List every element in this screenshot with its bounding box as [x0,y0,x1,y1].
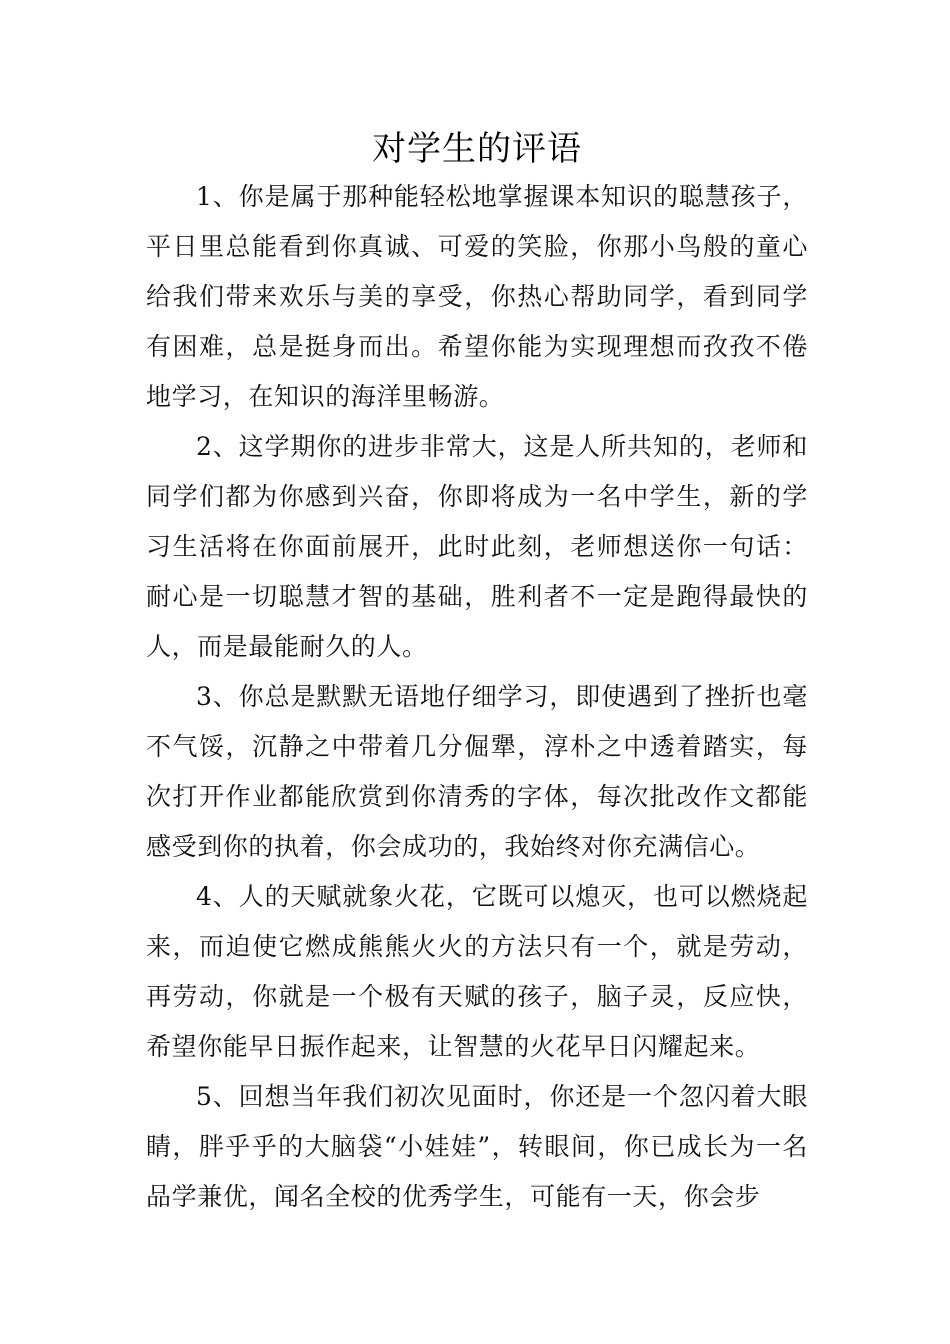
document-page [146,126,808,1222]
comment-paragraph-4: 4、人的天赋就象火花，它既可以熄灭，也可以燃烧起来，而迫使它燃成熊熊火火的方法只有一个，就是劳动，再劳动，你就是一个极有天赋的孩子，脑子灵，反应快，希望你能早日振作起来，让智慧的火花早日闪耀起来。 [146,882,808,1061]
comment-paragraph-5: 5、回想当年我们初次见面时，你还是一个忽闪着大眼睛，胖乎乎的大脑袋“小娃娃”，转眼间，你已成长为一名品学兼优，闻名全校的优秀学生，可能有一天，你会步 [146,1082,808,1211]
comment-paragraph-3: 3、你总是默默无语地仔细学习，即使遇到了挫折也毫不气馁，沉静之中带着几分倔犟，淳朴之中透着踏实，每次打开作业都能欣赏到你清秀的字体，每次批改作文都能感受到你的执着，你会成功的，我始终对你充满信心。 [146,682,808,861]
comment-paragraph-2: 2、这学期你的进步非常大，这是人所共知的，老师和同学们都为你感到兴奋，你即将成为一名中学生，新的学习生活将在你面前展开，此时此刻，老师想送你一句话：耐心是一切聪慧才智的基础，胜利者不一定是跑得最快的人，而是最能耐久的人。 [146,432,808,661]
document-title: 对学生的评语 [372,129,582,169]
comment-paragraph-1: 1、你是属于那种能轻松地掌握课本知识的聪慧孩子，平日里总能看到你真诚、可爱的笑脸，你那小鸟般的童心给我们带来欢乐与美的享受，你热心帮助同学，看到同学有困难，总是挺身而出。希望你能为实现理想而孜孜不倦地学习，在知识的海洋里畅游。 [146,182,808,411]
